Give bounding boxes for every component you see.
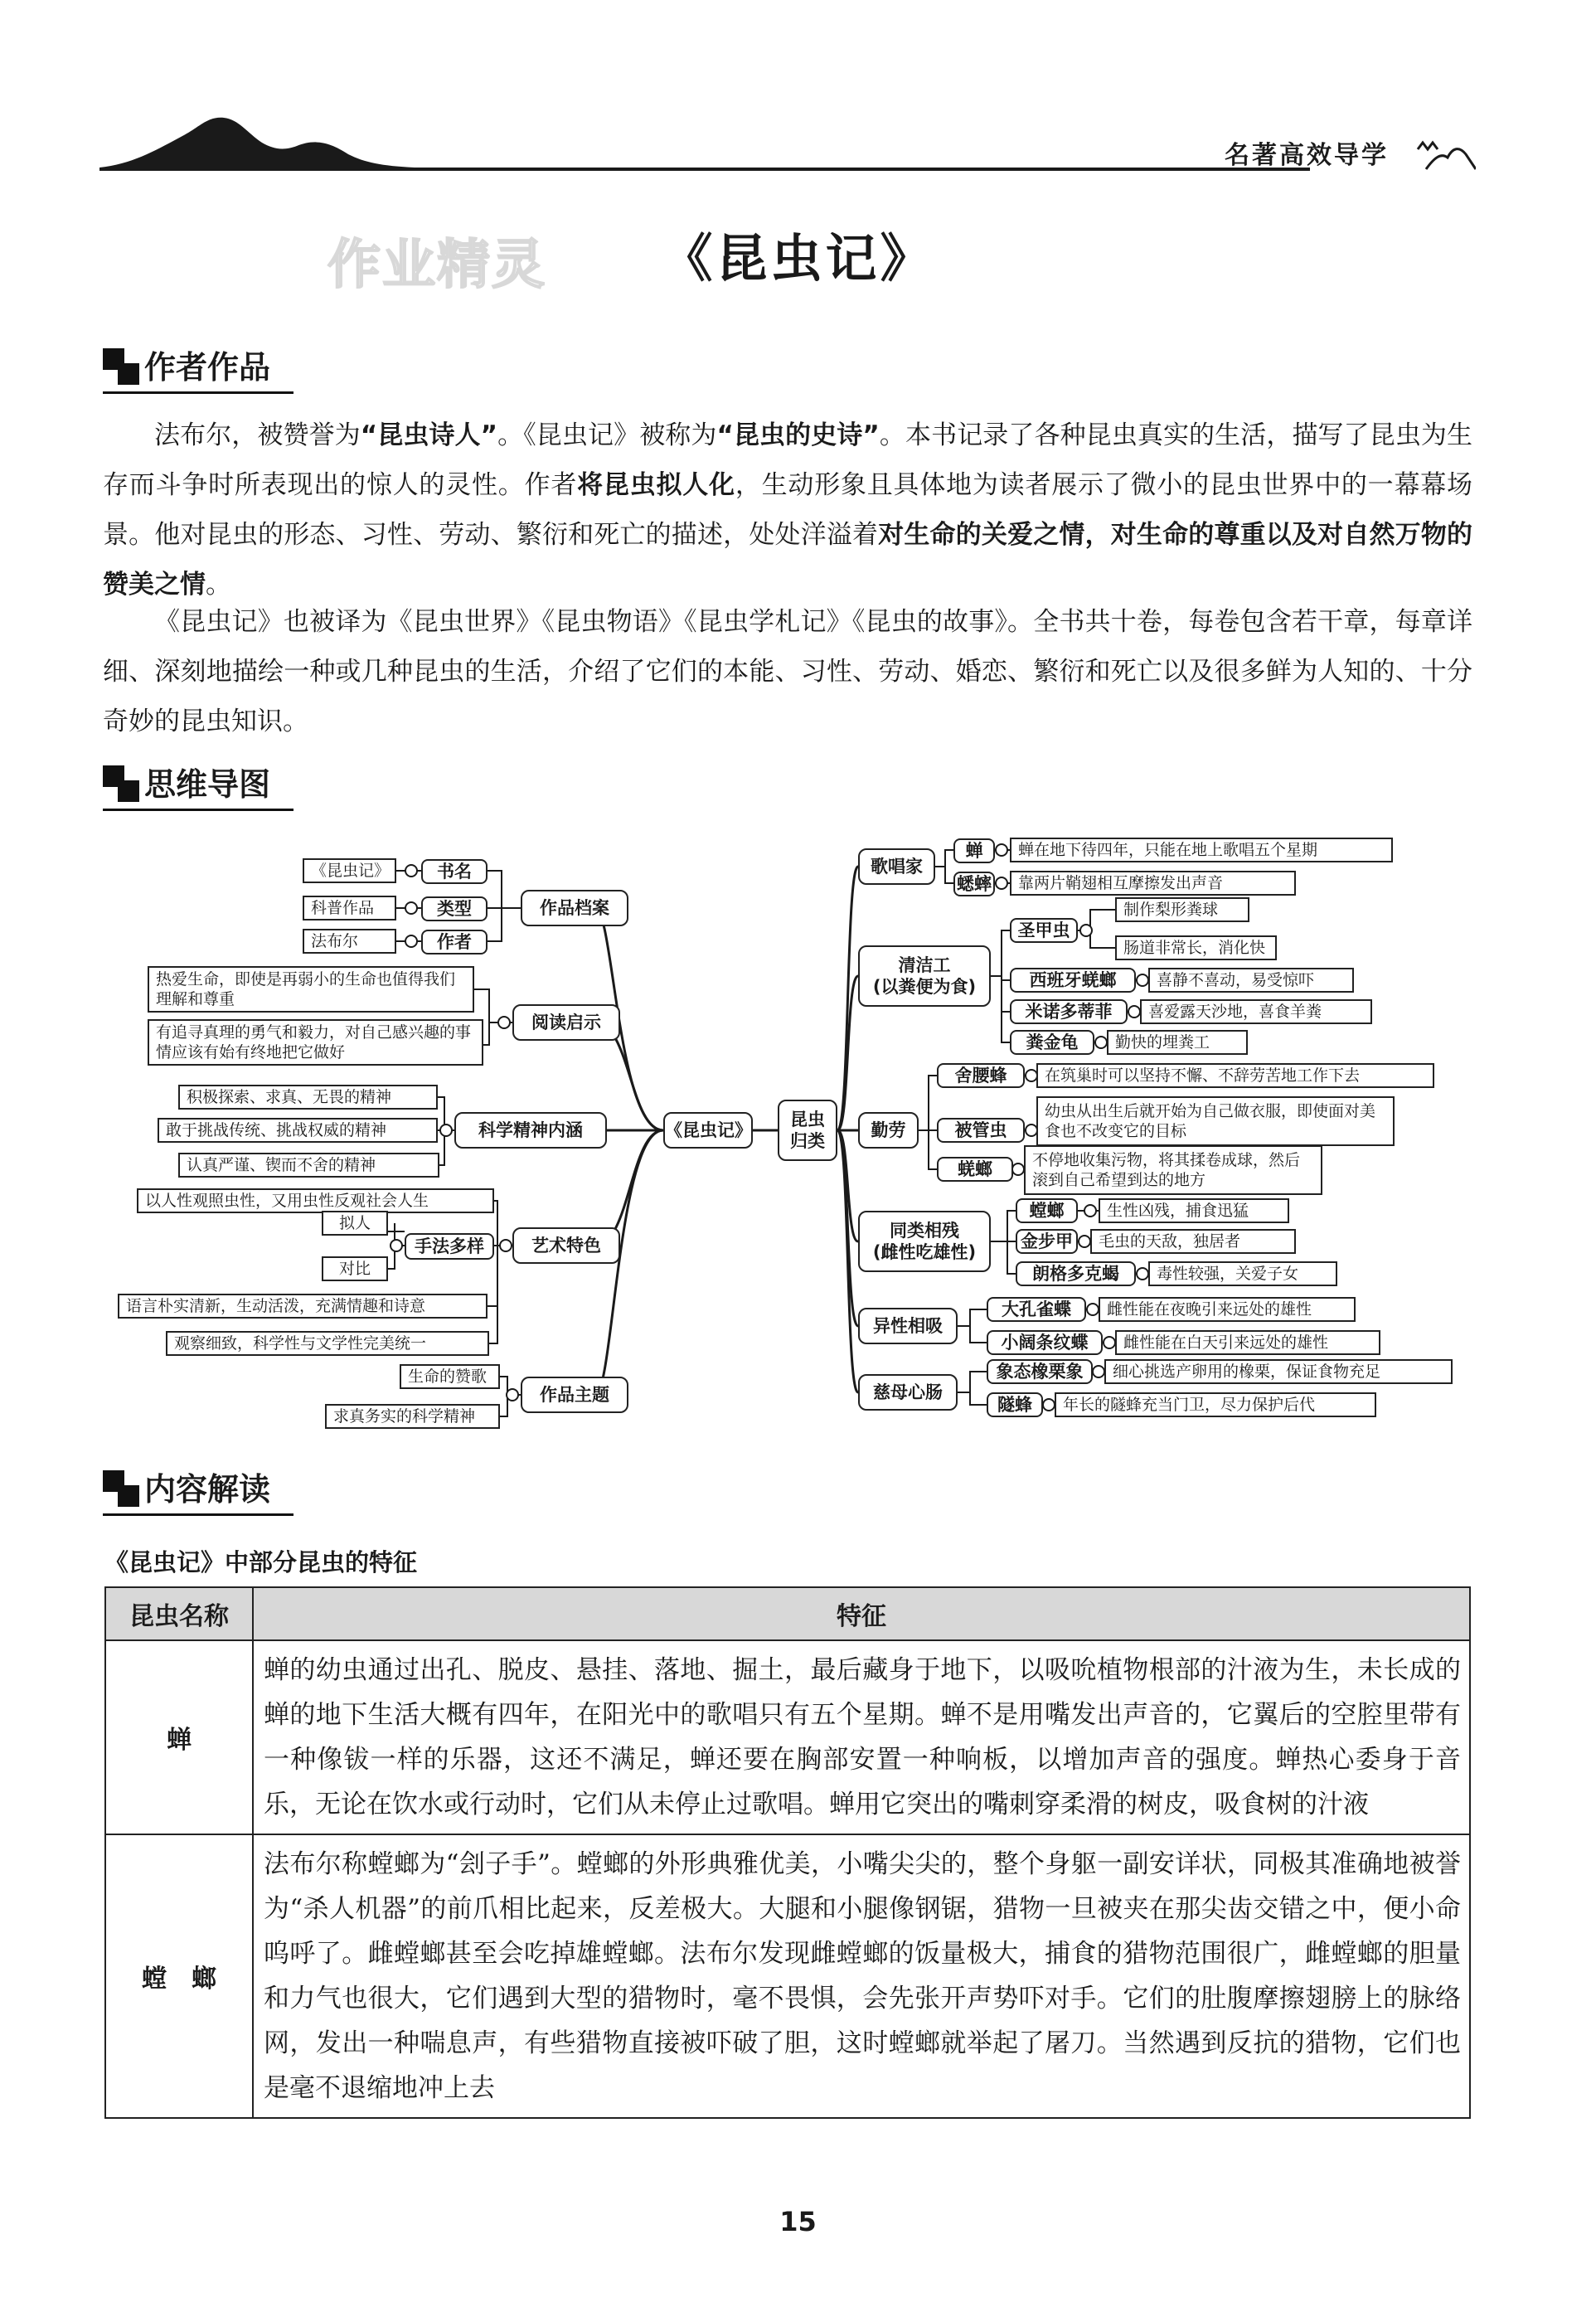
leaf-dor-beetle: 勤快的埋粪工 bbox=[1107, 1030, 1248, 1055]
section-marker-icon bbox=[103, 1470, 141, 1508]
leaf-science-3: 认真严谨、锲而不舍的精神 bbox=[178, 1153, 439, 1178]
insect-ground-beetle: 金步甲 bbox=[1016, 1229, 1078, 1254]
insect-feature-cell: 蝉的幼虫通过出孔、脱皮、悬挂、落地、掘土，最后藏身于地下，以吸吮植物根部的汁液为生，未长成的蝉的地下生活大概有四年，在阳光中的歌唱只有五个星期。蝉不是用嘴发出声音的，它翼后的空腔里带有一种像钹一样的乐器，这还不满足，蝉还要在胸部安置一种响板，以增加声音的强度。蝉热心委身于音乐，无论在饮水或行动时，它们从未停止过歌唱。蝉用它突出的嘴刺穿柔滑的树皮，吸食树的汁液 bbox=[253, 1640, 1470, 1834]
leaf-dung-roller: 不停地收集污物，将其揉卷成球，然后滚到自己希望到达的地方 bbox=[1024, 1145, 1322, 1195]
category-mothers: 慈母心肠 bbox=[858, 1374, 958, 1411]
branch-insight: 阅读启示 bbox=[512, 1004, 620, 1041]
insect-dor-beetle: 粪金龟 bbox=[1010, 1030, 1094, 1055]
category-diligent: 勤劳 bbox=[858, 1112, 919, 1149]
leaf-halictus: 年长的隧蜂充当门卫，尽力保护后代 bbox=[1055, 1392, 1376, 1417]
leaf-scarab-2: 肠道非常长，消化快 bbox=[1115, 935, 1277, 960]
insect-cricket: 蟋蟀 bbox=[953, 872, 995, 896]
leaf-acorn-weevil: 细心挑选产卵用的橡栗，保证食物充足 bbox=[1104, 1359, 1453, 1384]
section-title: 内容解读 bbox=[144, 1471, 271, 1508]
insect-feature-table bbox=[104, 1586, 1471, 2119]
leaf-science-2: 敢于挑战传统、挑战权威的精神 bbox=[158, 1118, 438, 1143]
leaf-art-humanity: 以人性观照虫性，又用虫性反观社会人生 bbox=[137, 1188, 494, 1213]
leaf-art-language: 语言朴实清新，生动活泼，充满情趣和诗意 bbox=[118, 1294, 488, 1319]
section-marker-icon bbox=[103, 765, 141, 804]
leaf-bagworm: 幼虫从出生后就开始为自己做衣服，即使面对美食也不改变它的目标 bbox=[1036, 1096, 1395, 1146]
leaf-great-peacock-moth: 雌性能在夜晚引来远处的雄性 bbox=[1099, 1297, 1356, 1322]
leaf-scarab-1: 制作梨形粪球 bbox=[1115, 897, 1249, 922]
insect-minotaur: 米诺多蒂菲 bbox=[1010, 999, 1128, 1024]
leaf-title-value: 《昆虫记》 bbox=[303, 858, 396, 883]
leaf-mud-dauber: 在筑巢时可以坚持不懈、不辞劳苦地工作下去 bbox=[1036, 1063, 1434, 1088]
branch-theme: 作品主题 bbox=[521, 1377, 628, 1413]
section-marker-icon bbox=[103, 348, 141, 386]
leaf-languedoc-scorpion: 毒性较强，关爱子女 bbox=[1148, 1261, 1337, 1286]
branch-archive: 作品档案 bbox=[521, 890, 628, 926]
leaf-type-value: 科普作品 bbox=[303, 896, 396, 920]
insect-mantis: 螳螂 bbox=[1016, 1198, 1078, 1223]
insect-acorn-weevil: 象态橡栗象 bbox=[987, 1359, 1093, 1384]
leaf-technique-personify: 拟人 bbox=[322, 1211, 388, 1236]
page-title: 《昆虫记》 bbox=[661, 228, 935, 289]
category-cannibal: 同类相残 (雌性吃雄性) bbox=[858, 1211, 991, 1272]
leaf-mantis: 生性凶残，捕食迅猛 bbox=[1099, 1198, 1289, 1223]
header-brand: 名著高效导学 bbox=[1225, 141, 1389, 170]
insect-halictus: 隧蜂 bbox=[987, 1392, 1043, 1417]
leaf-technique-contrast: 对比 bbox=[322, 1256, 388, 1281]
insect-scarab: 圣甲虫 bbox=[1010, 918, 1078, 943]
leaf-theme-1: 生命的赞歌 bbox=[400, 1364, 500, 1389]
tag-author: 作者 bbox=[421, 930, 488, 954]
mindmap-center: 《昆虫记》 bbox=[663, 1112, 753, 1149]
insect-dung-roller: 蜣螂 bbox=[937, 1157, 1013, 1182]
insect-name-cell: 螳 螂 bbox=[105, 1834, 253, 2118]
tag-technique: 手法多样 bbox=[405, 1233, 494, 1260]
author-paragraph-2: 《昆虫记》也被译为《昆虫世界》《昆虫物语》《昆虫学札记》《昆虫的故事》。全书共十卷，每卷包含若干章，每章详细、深刻地描绘一种或几种昆虫的生活，介绍了它们的本能、习性、劳动、婚恋、繁衍和死亡以及很多鲜为人知的、十分奇妙的昆虫知识。 bbox=[103, 607, 1472, 736]
section-title: 作者作品 bbox=[144, 349, 271, 386]
page-number: 15 bbox=[779, 2206, 817, 2237]
mindmap-hub: 昆虫 归类 bbox=[778, 1100, 837, 1161]
mind-map bbox=[0, 817, 1596, 1447]
insect-feature-cell: 法布尔称螳螂为“刽子手”。螳螂的外形典雅优美，小嘴尖尖的，整个身躯一副安详状，同极其准确地被誉为“杀人机器”的前爪相比起来，反差极大。大腿和小腿像钢锯，猎物一旦被夹在那尖齿交错之中，便小命呜呼了。雌螳螂甚至会吃掉雄螳螂。法布尔发现雌螳螂的饭量极大，捕食的猎物范围很广，雌螳螂的胆量和力气也很大，它们遇到大型的猎物时，毫不畏惧，会先张开声势吓对手。它们的肚腹摩擦翅膀上的脉络网，发出一种喘息声，有些猎物直接被吓破了胆，这时螳螂就举起了屠刀。当然遇到反抗的猎物，它们也是毫不退缩地冲上去 bbox=[253, 1834, 1470, 2118]
tag-type: 类型 bbox=[421, 896, 488, 921]
section-title: 思维导图 bbox=[144, 766, 271, 803]
category-attraction: 异性相吸 bbox=[858, 1308, 958, 1344]
insect-bagworm: 被管虫 bbox=[937, 1118, 1025, 1143]
insect-name-cell: 蝉 bbox=[105, 1640, 253, 1834]
leaf-minotaur: 喜爱露天沙地，喜食羊粪 bbox=[1140, 999, 1372, 1024]
insect-oak-eggar: 小阔条纹蝶 bbox=[987, 1330, 1103, 1355]
leaf-ground-beetle: 毛虫的天敌，独居者 bbox=[1090, 1229, 1296, 1254]
leaf-insight-1: 热爱生命，即使是再弱小的生命也值得我们理解和尊重 bbox=[148, 966, 474, 1013]
leaf-spanish-dung-beetle: 喜静不喜动，易受惊吓 bbox=[1148, 968, 1354, 993]
leaf-science-1: 积极探索、求真、无畏的精神 bbox=[178, 1085, 438, 1110]
insect-spanish-dung-beetle: 西班牙蜣螂 bbox=[1010, 968, 1136, 993]
table-row bbox=[105, 1834, 1470, 2118]
watermark: 作业精灵 bbox=[327, 235, 546, 296]
insect-languedoc-scorpion: 朗格多克蝎 bbox=[1016, 1261, 1136, 1286]
table-row bbox=[105, 1640, 1470, 1834]
leaf-art-observation: 观察细致，科学性与文学性完美统一 bbox=[166, 1331, 489, 1356]
branch-science: 科学精神内涵 bbox=[454, 1112, 607, 1149]
page-header bbox=[99, 100, 1476, 174]
category-singers: 歌唱家 bbox=[858, 848, 935, 885]
leaf-cicada: 蝉在地下待四年，只能在地上歌唱五个星期 bbox=[1010, 838, 1393, 862]
insect-great-peacock-moth: 大孔雀蝶 bbox=[987, 1297, 1086, 1322]
leaf-author-value: 法布尔 bbox=[303, 929, 396, 954]
table-header-row bbox=[105, 1587, 1470, 1640]
leaf-insight-2: 有追寻真理的勇气和毅力，对自己感兴趣的事情应该有始有终地把它做好 bbox=[148, 1019, 483, 1066]
insect-cicada: 蝉 bbox=[953, 838, 995, 863]
leaf-oak-eggar: 雌性能在白天引来远处的雄性 bbox=[1115, 1330, 1380, 1355]
tag-title: 书名 bbox=[421, 859, 488, 884]
category-cleaners: 清洁工 (以粪便为食) bbox=[858, 945, 991, 1007]
column-header-name: 昆虫名称 bbox=[105, 1587, 253, 1640]
table-caption: 《昆虫记》中部分昆虫的特征 bbox=[104, 1548, 418, 1576]
branch-art: 艺术特色 bbox=[512, 1227, 620, 1264]
leaf-theme-2: 求真务实的科学精神 bbox=[325, 1404, 500, 1429]
author-paragraph-1: 法布尔，被赞誉为“昆虫诗人”。《昆虫记》被称为“昆虫的史诗”。本书记录了各种昆虫真实的生活，描写了昆虫为生存而斗争时所表现出的惊人的灵性。作者将昆虫拟人化，生动形象且具体地为读者展示了微小的昆虫世界中的一幕幕场景。他对昆虫的形态、习性、劳动、繁衍和死亡的描述，处处洋溢着对生命的关爱之情，对生命的尊重以及对自然万物的赞美之情。 bbox=[103, 420, 1473, 600]
leaf-cricket: 靠两片鞘翅相互摩擦发出声音 bbox=[1010, 871, 1296, 896]
column-header-feature: 特征 bbox=[253, 1587, 1470, 1640]
insect-mud-dauber: 舍腰蜂 bbox=[937, 1063, 1025, 1088]
